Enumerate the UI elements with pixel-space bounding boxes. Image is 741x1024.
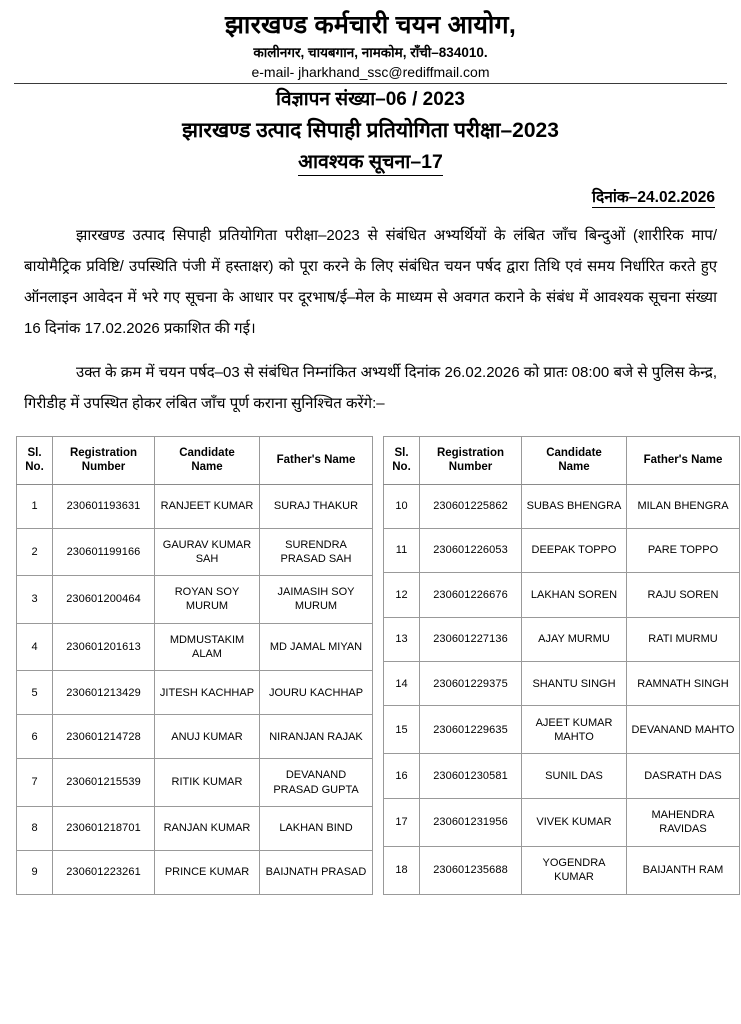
organization-email: e-mail- jharkhand_ssc@rediffmail.com [251,63,490,80]
cell-fathers-name: RAJU SOREN [627,573,740,617]
table-row [384,662,740,706]
advertisement-number: विज्ञापन संख्या–06 / 2023 [276,88,465,110]
table-body-left [17,484,373,894]
cell-sl-no: 12 [384,573,420,617]
header-line: Registration [69,446,138,459]
header-line: Registration [436,446,505,459]
table-row [384,846,740,894]
column-header-sl-no [384,436,420,484]
cell-registration-number: 230601225862 [420,484,522,528]
cell-fathers-name: MILAN BHENGRA [627,484,740,528]
cell-fathers-name: RATI MURMU [627,617,740,661]
organization-address: कालीनगर, चायबगान, नामकोम, राँची–834010. [253,45,488,61]
cell-sl-no: 18 [384,846,420,894]
cell-fathers-name: NIRANJAN RAJAK [260,715,373,759]
cell-registration-number: 230601213429 [53,671,155,715]
cell-sl-no: 9 [17,850,53,894]
cell-sl-no: 7 [17,759,53,807]
column-header-sl-no [17,436,53,484]
cell-sl-no: 8 [17,806,53,850]
cell-candidate-name: RANJAN KUMAR [155,806,260,850]
cell-fathers-name: BAIJANTH RAM [627,846,740,894]
cell-candidate-name: SHANTU SINGH [522,662,627,706]
header-line: No. [392,461,411,474]
cell-candidate-name: SUBAS BHENGRA [522,484,627,528]
cell-fathers-name: MD JAMAL MIYAN [260,623,373,671]
cell-fathers-name: DEVANAND PRASAD GUPTA [260,759,373,807]
table-row [17,484,373,528]
paragraph-one: झारखण्ड उत्पाद सिपाही प्रतियोगिता परीक्षा–2023 से संबंधित अभ्यर्थियों के लंबित जाँच बिन्दुओं (शारीरिक माप/ बायोमैट्रिक प्रविष्टि/ उपस्थिति पंजी में हस्ताक्षर) को पूरा करने के लिए संबंधित चयन पर्षद द्वारा तिथि एवं समय निर्धारित करते हुए ऑनलाइन आवेदन में भरे गए सूचना के आधार पर दूरभाष/ई–मेल के माध्यम से अवगत कराने के संबंध में आवश्यक सूचना संख्या 16 दिनांक 17.02.2026 प्रकाशित की गई। [24,227,717,337]
header-line: Name [191,461,223,474]
cell-fathers-name: SURENDRA PRASAD SAH [260,528,373,576]
cell-sl-no: 10 [384,484,420,528]
column-header-registration-number [420,436,522,484]
header-line: Sl. [27,446,42,459]
cell-candidate-name: VIVEK KUMAR [522,798,627,846]
cell-sl-no: 17 [384,798,420,846]
column-header-fathers-name [260,436,373,484]
cell-sl-no: 3 [17,576,53,624]
candidate-table-right [383,436,740,895]
cell-candidate-name: DEEPAK TOPPO [522,528,627,572]
table-row [384,484,740,528]
cell-sl-no: 16 [384,754,420,798]
cell-registration-number: 230601193631 [53,484,155,528]
cell-candidate-name: YOGENDRA KUMAR [522,846,627,894]
cell-fathers-name: RAMNATH SINGH [627,662,740,706]
table-header-row [384,436,740,484]
cell-registration-number: 230601214728 [53,715,155,759]
cell-registration-number: 230601227136 [420,617,522,661]
header-divider [14,83,727,84]
header-line: Name [558,461,590,474]
cell-candidate-name: SUNIL DAS [522,754,627,798]
table-body-right [384,484,740,894]
table-row [384,706,740,754]
table-row [17,623,373,671]
cell-registration-number: 230601229635 [420,706,522,754]
table-row [384,617,740,661]
table-row [17,759,373,807]
cell-registration-number: 230601230581 [420,754,522,798]
notice-date [14,185,715,207]
cell-sl-no: 13 [384,617,420,661]
table-row [17,715,373,759]
cell-sl-no: 5 [17,671,53,715]
table-row [384,754,740,798]
notice-number-text: आवश्यक सूचना–17 [298,151,443,176]
table-row [17,806,373,850]
header-line: Sl. [394,446,409,459]
cell-candidate-name: ANUJ KUMAR [155,715,260,759]
cell-fathers-name: JAIMASIH SOY MURUM [260,576,373,624]
cell-candidate-name: ROYAN SOY MURUM [155,576,260,624]
cell-candidate-name: AJEET KUMAR MAHTO [522,706,627,754]
table-row [384,798,740,846]
cell-registration-number: 230601229375 [420,662,522,706]
cell-registration-number: 230601235688 [420,846,522,894]
header-line: Father's Name [643,454,723,466]
column-header-candidate-name [522,436,627,484]
cell-registration-number: 230601201613 [53,623,155,671]
cell-candidate-name: RANJEET KUMAR [155,484,260,528]
cell-registration-number: 230601200464 [53,576,155,624]
table-head-left [17,436,373,484]
header-line: No. [25,461,44,474]
header-line: Father's Name [276,454,356,466]
header-line: Candidate [179,446,235,459]
paragraph-two: उक्त के क्रम में चयन पर्षद–03 से संबंधित निम्नांकित अभ्यर्थी दिनांक 26.02.2026 को प्रातः 08:00 बजे से पुलिस केन्द्र, गिरीडीह में उपस्थित होकर लंबित जाँच पूर्ण कराना सुनिश्चित करेंगे:– [24,364,717,413]
organization-name: झारखण्ड कर्मचारी चयन आयोग, [225,11,516,39]
candidate-tables [16,436,735,895]
cell-registration-number: 230601199166 [53,528,155,576]
cell-sl-no: 2 [17,528,53,576]
notice-number [14,150,727,175]
cell-sl-no: 14 [384,662,420,706]
table-row [384,528,740,572]
column-header-registration-number [53,436,155,484]
cell-fathers-name: DEVANAND MAHTO [627,706,740,754]
header-line: Number [81,461,126,474]
table-row [17,528,373,576]
cell-candidate-name: PRINCE KUMAR [155,850,260,894]
cell-candidate-name: RITIK KUMAR [155,759,260,807]
cell-candidate-name: AJAY MURMU [522,617,627,661]
header-line: Number [448,461,493,474]
cell-registration-number: 230601226053 [420,528,522,572]
candidate-table-left [16,436,373,895]
cell-fathers-name: PARE TOPPO [627,528,740,572]
cell-candidate-name: GAURAV KUMAR SAH [155,528,260,576]
cell-registration-number: 230601223261 [53,850,155,894]
table-row [384,573,740,617]
cell-registration-number: 230601231956 [420,798,522,846]
cell-candidate-name: LAKHAN SOREN [522,573,627,617]
cell-fathers-name: JOURU KACHHAP [260,671,373,715]
cell-sl-no: 4 [17,623,53,671]
cell-fathers-name: BAIJNATH PRASAD [260,850,373,894]
cell-fathers-name: LAKHAN BIND [260,806,373,850]
cell-fathers-name: SURAJ THAKUR [260,484,373,528]
table-row [17,576,373,624]
cell-candidate-name: MDMUSTAKIM ALAM [155,623,260,671]
table-row [17,850,373,894]
cell-sl-no: 1 [17,484,53,528]
cell-sl-no: 11 [384,528,420,572]
cell-fathers-name: MAHENDRA RAVIDAS [627,798,740,846]
cell-fathers-name: DASRATH DAS [627,754,740,798]
cell-sl-no: 15 [384,706,420,754]
notice-date-text: दिनांक–24.02.2026 [592,189,715,207]
cell-sl-no: 6 [17,715,53,759]
header-line: Candidate [546,446,602,459]
exam-title: झारखण्ड उत्पाद सिपाही प्रतियोगिता परीक्षा–2023 [182,118,559,142]
table-head-right [384,436,740,484]
cell-registration-number: 230601226676 [420,573,522,617]
table-header-row [17,436,373,484]
cell-registration-number: 230601218701 [53,806,155,850]
table-row [17,671,373,715]
cell-registration-number: 230601215539 [53,759,155,807]
column-header-fathers-name [627,436,740,484]
column-header-candidate-name [155,436,260,484]
cell-candidate-name: JITESH KACHHAP [155,671,260,715]
